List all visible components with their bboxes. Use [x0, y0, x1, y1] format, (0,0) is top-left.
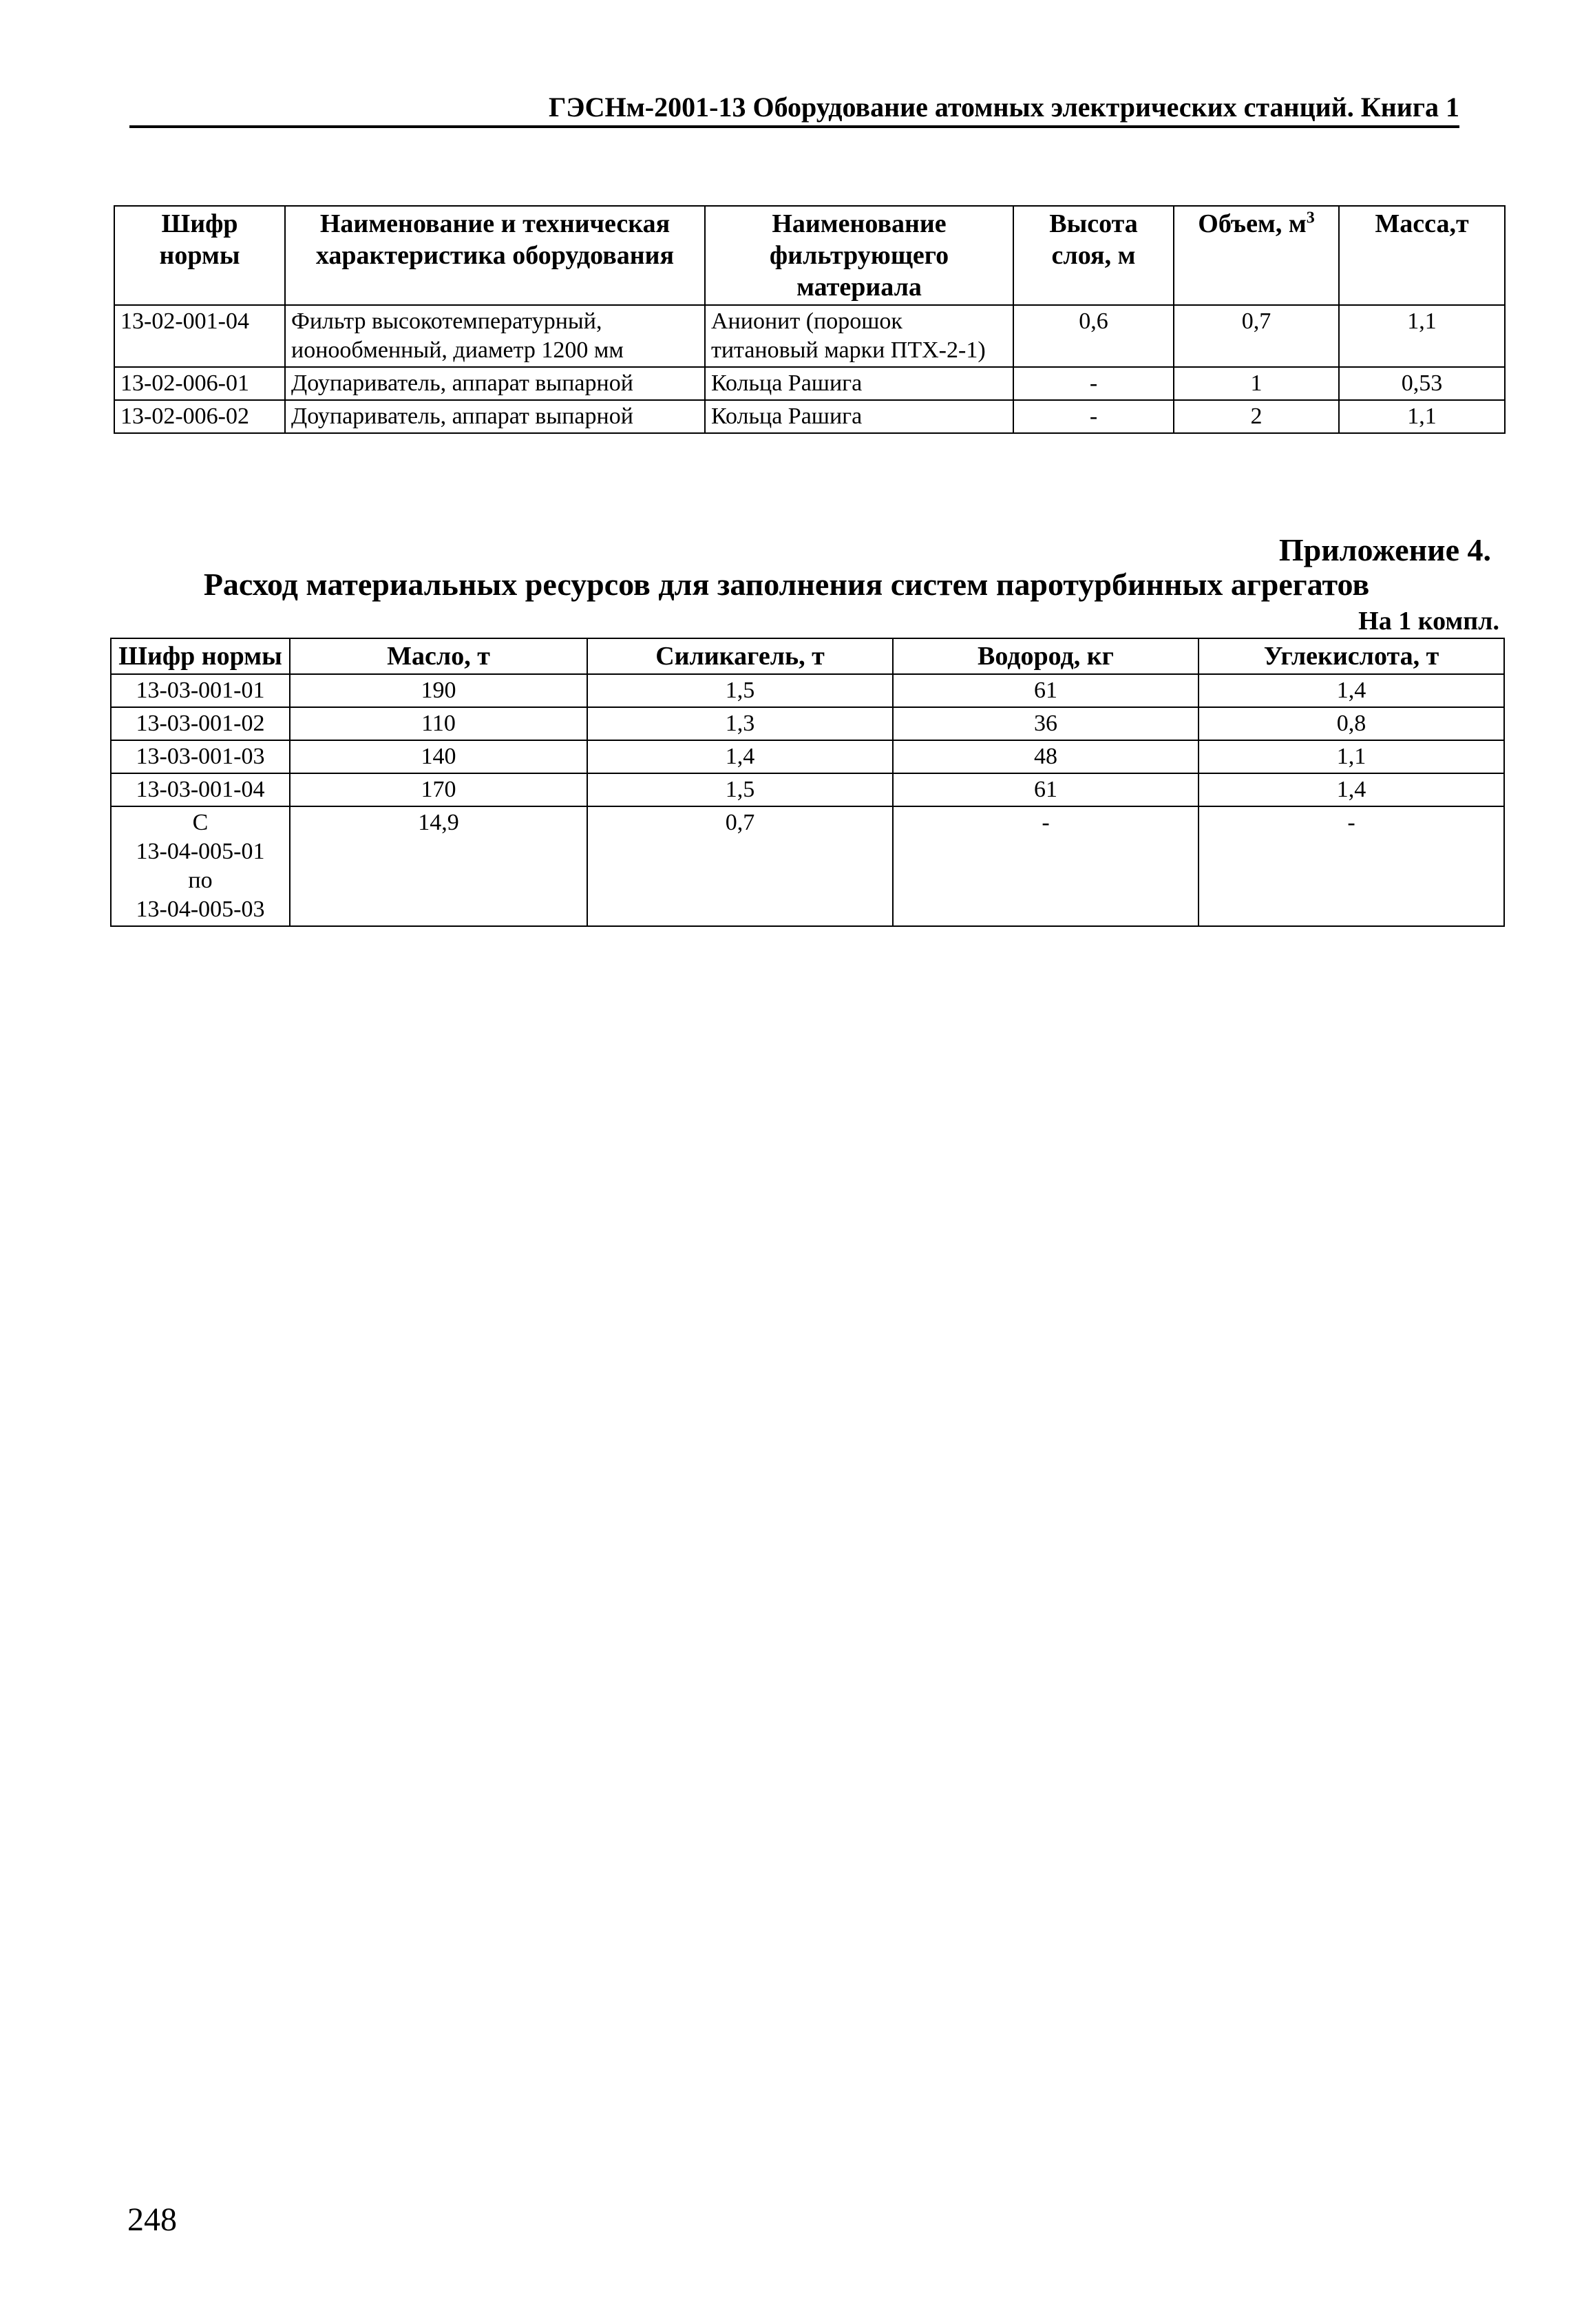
code-cell: 13-03-001-01 [111, 674, 290, 707]
table-header-row [111, 638, 1504, 674]
filter-materials-table [114, 205, 1506, 434]
co2-cell: 0,8 [1199, 707, 1504, 740]
oil-cell: 110 [290, 707, 587, 740]
table-row [111, 740, 1504, 773]
code-cell: 13-02-001-04 [114, 305, 285, 367]
appendix-title: Расход материальных ресурсов для заполнения систем паротурбинных агрегатов [203, 567, 1370, 602]
mass-cell: 1,1 [1339, 305, 1505, 367]
column-header-volume [1174, 206, 1339, 305]
hydrogen-cell: - [893, 806, 1199, 926]
volume-cell: 1 [1174, 367, 1339, 400]
hydrogen-cell: 36 [893, 707, 1199, 740]
co2-cell: 1,4 [1199, 674, 1504, 707]
oil-cell: 190 [290, 674, 587, 707]
equipment-cell: Доупариватель, аппарат выпарной [285, 400, 705, 433]
table-row [111, 773, 1504, 806]
turbine-materials-table [110, 638, 1505, 927]
silica-gel-cell: 1,4 [587, 740, 893, 773]
code-cell: 13-02-006-02 [114, 400, 285, 433]
silica-gel-cell: 1,3 [587, 707, 893, 740]
height-cell: - [1013, 400, 1174, 433]
column-header-code: Шифр нормы [111, 638, 290, 674]
column-header-equipment: Наименование и техническая характеристика оборудования [285, 206, 705, 305]
height-cell: - [1013, 367, 1174, 400]
table-row [114, 305, 1505, 367]
column-header-co2: Углекислота, т [1199, 638, 1504, 674]
table-header-row [114, 206, 1505, 305]
table-row [111, 674, 1504, 707]
table-row [114, 400, 1505, 433]
appendix-label: Приложение 4. [1278, 532, 1491, 567]
table-row [114, 367, 1505, 400]
hydrogen-cell: 61 [893, 674, 1199, 707]
column-header-material: Наименование фильтрующего материала [705, 206, 1013, 305]
material-cell: Кольца Рашига [705, 400, 1013, 433]
material-cell: Анионит (порошок титановый марки ПТХ-2-1) [705, 305, 1013, 367]
page-number: 248 [127, 2201, 177, 2238]
silica-gel-cell: 1,5 [587, 773, 893, 806]
volume-cell: 2 [1174, 400, 1339, 433]
range-from-code: 13-04-005-01 [136, 839, 265, 864]
oil-cell: 14,9 [290, 806, 587, 926]
mass-cell: 0,53 [1339, 367, 1505, 400]
co2-cell: 1,1 [1199, 740, 1504, 773]
code-cell: 13-03-001-04 [111, 773, 290, 806]
range-to-code: 13-04-005-03 [136, 897, 265, 922]
column-header-mass: Масса,т [1339, 206, 1505, 305]
co2-cell: - [1199, 806, 1504, 926]
hydrogen-cell: 61 [893, 773, 1199, 806]
unit-note: На 1 компл. [1358, 607, 1499, 636]
table-row [111, 707, 1504, 740]
table-row-range [111, 806, 1504, 926]
material-cell: Кольца Рашига [705, 367, 1013, 400]
co2-cell: 1,4 [1199, 773, 1504, 806]
mass-cell: 1,1 [1339, 400, 1505, 433]
column-header-code: Шифр нормы [114, 206, 285, 305]
column-header-silica-gel: Силикагель, т [587, 638, 893, 674]
hydrogen-cell: 48 [893, 740, 1199, 773]
oil-cell: 170 [290, 773, 587, 806]
running-header: ГЭСНм-2001-13 Оборудование атомных электрических станций. Книга 1 [129, 91, 1459, 128]
column-header-oil: Масло, т [290, 638, 587, 674]
oil-cell: 140 [290, 740, 587, 773]
equipment-cell: Доупариватель, аппарат выпарной [285, 367, 705, 400]
range-to-prefix: по [188, 868, 213, 893]
column-header-hydrogen: Водород, кг [893, 638, 1199, 674]
equipment-cell: Фильтр высокотемпературный, ионообменный, диаметр 1200 мм [285, 305, 705, 367]
volume-label: Объем, м [1198, 209, 1307, 238]
range-from-prefix: С [192, 810, 209, 835]
code-range-cell [111, 806, 290, 926]
silica-gel-cell: 0,7 [587, 806, 893, 926]
code-cell: 13-03-001-03 [111, 740, 290, 773]
volume-superscript: 3 [1306, 209, 1315, 227]
code-cell: 13-02-006-01 [114, 367, 285, 400]
code-cell: 13-03-001-02 [111, 707, 290, 740]
silica-gel-cell: 1,5 [587, 674, 893, 707]
volume-cell: 0,7 [1174, 305, 1339, 367]
column-header-height: Высота слоя, м [1013, 206, 1174, 305]
height-cell: 0,6 [1013, 305, 1174, 367]
